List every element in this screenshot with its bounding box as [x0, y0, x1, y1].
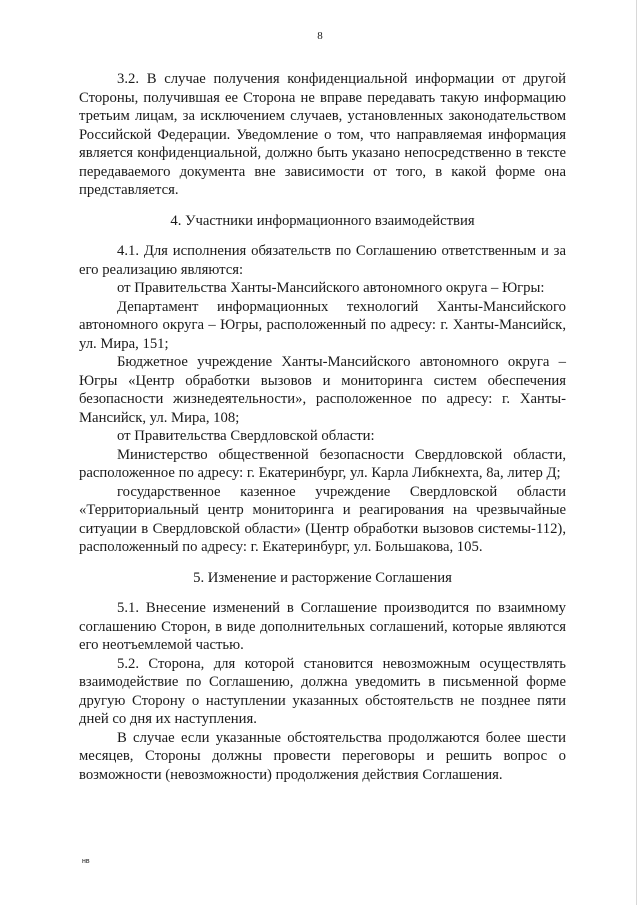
clause-5-2-continuation: В случае если указанные обстоятельства продолжаются более шести месяцев, Стороны должны провести переговоры и решить вопрос о возможности (невозможности) продолжения действия Соглашения. — [79, 729, 566, 783]
participant-ministry-security: Министерство общественной безопасности Свердловской области, расположенное по адресу: г. Екатеринбург, ул. Карла Либкнехта, 8а, литер Д; — [79, 446, 566, 481]
section-heading-5: 5. Изменение и расторжение Соглашения — [193, 569, 452, 586]
clause-3-2: 3.2. В случае получения конфиденциальной информации от другой Стороны, получившая ее Сторона не вправе передавать такую информацию третьим лицам, за исключением случаев, установленных законодательством Российской Федерации. Уведомление о том, что направляемая информация является конфиденциальной, должно быть указано непосредственно в тексте передаваемого документа вне зависимости от того, в какой форме она представляется. — [79, 71, 566, 198]
participant-group-sverdlovsk: от Правительства Свердловской области: — [117, 428, 375, 444]
participant-call-center-khmao: Бюджетное учреждение Ханты-Мансийского автономного округа – Югры «Центр обработки вызовов и мониторинга систем обеспечения безопасности жизнедеятельности», расположенное по адресу: г. Ханты-Мансийск, ул. Мира, 108; — [79, 354, 566, 426]
participant-monitoring-center: государственное казенное учреждение Свердловской области «Территориальный центр мониторинга и реагирования на чрезвычайные ситуации в Свердловской области» (Центр обработки вызовов системы-112), расположенный по адресу: г. Екатеринбург, ул. Большакова, 105. — [79, 483, 566, 555]
footer-initials: нв — [82, 858, 90, 865]
section-heading-4: 4. Участники информационного взаимодействия — [170, 212, 475, 229]
clause-4-1: 4.1. Для исполнения обязательств по Соглашению ответственным и за его реализацию являются: — [79, 243, 566, 278]
document-body — [79, 70, 566, 784]
clause-5-1: 5.1. Внесение изменений в Соглашение производится по взаимному соглашению Сторон, в виде дополнительных соглашений, которые являются его неотъемлемой частью. — [79, 600, 566, 653]
participant-group-khmao: от Правительства Ханты-Мансийского автономного округа – Югры: — [117, 280, 545, 296]
participant-it-department: Департамент информационных технологий Ханты-Мансийского автономного округа – Югры, расположенный по адресу: г. Ханты-Мансийск, ул. Мира, 151; — [79, 298, 566, 352]
clause-5-2: 5.2. Сторона, для которой становится невозможным осуществлять взаимодействие по Соглашению, должна уведомить в письменной форме другую Сторону о наступлении указанных обстоятельств не позднее пяти дней со дня их наступления. — [79, 655, 566, 727]
page-number: 8 — [317, 30, 323, 42]
scan-edge-line — [636, 0, 637, 905]
